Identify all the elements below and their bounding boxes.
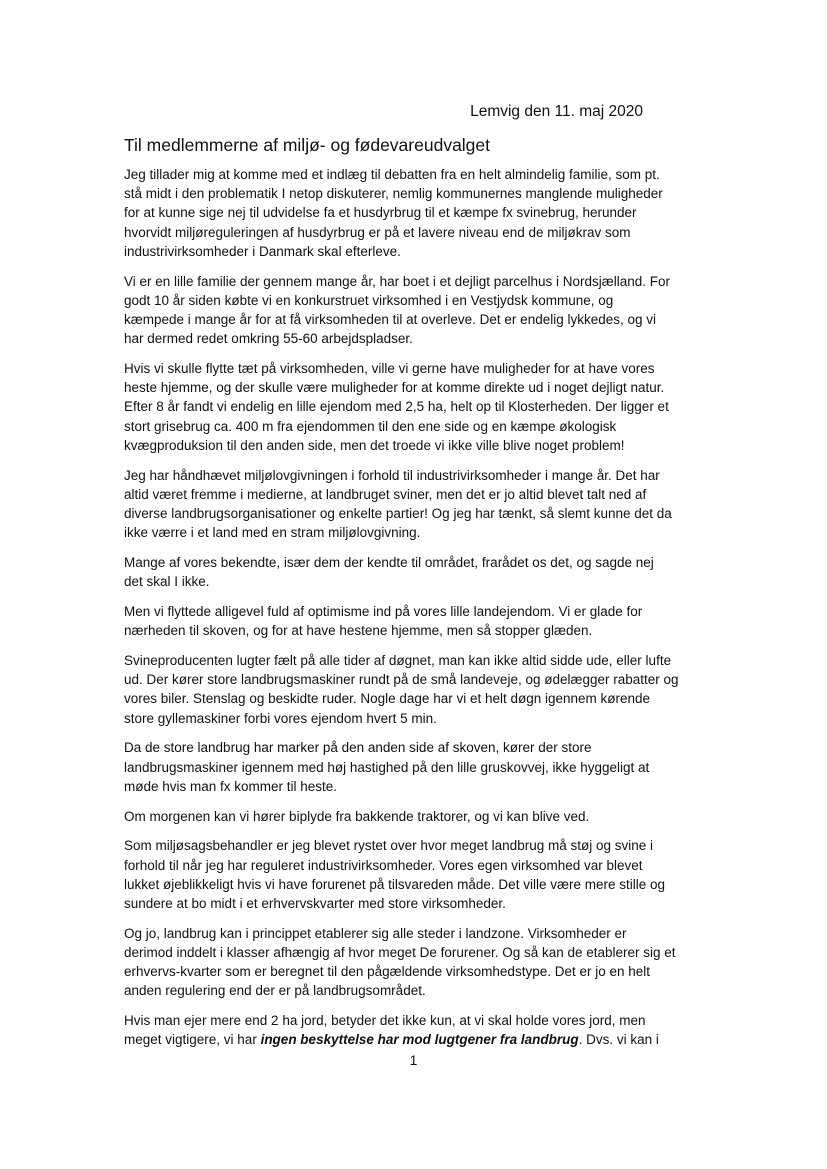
paragraph-line: heste hjemme, og der skulle være muligheder for at komme direkte ud i noget dejligt natur. [124, 380, 665, 396]
paragraph [124, 836, 709, 913]
paragraph-line: ikke værre i et land med en stram miljølovgivning. [124, 525, 421, 541]
letter-body [124, 165, 709, 1060]
paragraph-line: Jeg har håndhævet miljølovgivningen i forhold til industrivirksomheder i mange år. Det har [124, 467, 660, 483]
paragraph-line: det skal I ikke. [124, 574, 210, 590]
page-number: 1 [409, 1052, 418, 1068]
paragraph [124, 165, 709, 261]
paragraph-line: Men vi flyttede alligevel fuld af optimisme ind på vores lille landejendom. Vi er glade for [124, 604, 643, 620]
paragraph-line: Som miljøsagsbehandler er jeg blevet rystet over hvor meget landbrug må støj og svine i [124, 838, 653, 854]
emphasized-text: ingen beskyttelse har mod lugtgener fra landbrug [260, 1032, 579, 1048]
paragraph-line: Hvis man ejer mere end 2 ha jord, betyder det ikke kun, at vi skal holde vores jord, men [124, 1013, 646, 1029]
paragraph-line: har dermed redet omkring 55-60 arbejdspladser. [124, 331, 413, 347]
paragraph-line: Hvis vi skulle flytte tæt på virksomheden, ville vi gerne have muligheder for at have vores [124, 361, 655, 377]
paragraph-line: Mange af vores bekendte, især dem der kendte til området, frarådet os det, og sagde nej [124, 555, 654, 571]
paragraph-line: ud. Der kører store landbrugsmaskiner rundt på de små landeveje, og ødelægger rabatter og [124, 672, 679, 688]
paragraph-line [124, 1030, 709, 1049]
paragraph [124, 359, 709, 455]
paragraph-line: Og jo, landbrug kan i princippet etablerer sig alle steder i landzone. Virksomheder er [124, 925, 627, 941]
paragraph-line: Vi er en lille familie der gennem mange år, har boet i et dejligt parcelhus i Nordsjælland. For [124, 273, 671, 289]
paragraph-line: Svineproducenten lugter fælt på alle tider af døgnet, man kan ikke altid sidde ude, eller lufte [124, 653, 672, 669]
paragraph-line: lukket øjeblikkeligt hvis vi have forurenet på tilsvareden måde. Det ville være mere stille og [124, 876, 665, 892]
paragraph-line: erhvervs-kvarter som er beregnet til den pågældende virksomhedstype. Det er jo en helt [124, 964, 651, 980]
paragraph-line: forhold til når jeg har reguleret industrivirksomheder. Vores egen virksomhed var blevet [124, 857, 643, 873]
paragraph-line: Om morgenen kan vi hører biplyde fra bakkende traktorer, og vi kan blive ved. [124, 808, 590, 824]
paragraph [124, 602, 709, 640]
paragraph-line: sundere at bo midt i et erhvervskvarter med store virksomheder. [124, 896, 506, 912]
text-run: meget vigtigere, vi har [124, 1032, 261, 1048]
text-run: . Dvs. vi kan i [578, 1032, 659, 1048]
paragraph [124, 651, 709, 728]
paragraph-line: diverse landbrugsorganisationer og enkelte partier! Og jeg har tænkt, så slemt kunne det da [124, 506, 672, 522]
paragraph [124, 924, 709, 1001]
paragraph-line: altid været fremme i medierne, at landbruget sviner, men det er jo altid blevet talt ned af [124, 486, 647, 502]
paragraph-line: for at kunne sige nej til udvidelse fa et husdyrbrug til et kæmpe fx svinebrug, herunder [124, 205, 637, 221]
paragraph-line: godt 10 år siden købte vi en konkurstruet virksomhed i en Vestjydsk kommune, og [124, 292, 614, 308]
paragraph-line: Jeg tillader mig at komme med et indlæg til debatten fra en helt almindelig familie, som pt. [124, 167, 660, 182]
paragraph-line: stå midt i den problematik I netop diskuterer, nemlig kommunernes manglende muligheder [124, 186, 663, 202]
paragraph-line: landbrugsmaskiner igennem med høj hastighed på den lille gruskovvej, ikke hyggeligt at [124, 759, 650, 775]
paragraph-line: møde hvis man fx kommer til heste. [124, 778, 338, 794]
paragraph [124, 553, 709, 591]
paragraph-line: derimod inddelt i klasser afhængig af hvor meget De forurener. Og så kan de etablerer sig et [124, 945, 676, 961]
paragraph-line: kvægproduksion til den anden side, men det troede vi ikke ville blive noget problem! [124, 437, 625, 453]
paragraph-line: anden regulering end der er på landbrugsområdet. [124, 983, 426, 999]
paragraph-line: vores biler. Stenslag og beskidte ruder. Nogle dage har vi et helt døgn igennem kørende [124, 691, 651, 707]
paragraph-line: industrivirksomheder i Danmark skal efterleve. [124, 243, 401, 259]
paragraph-line: kæmpede i mange år for at få virksomheden til at overleve. Det er endelig lykkedes, og vi [124, 312, 657, 328]
paragraph-line: Da de store landbrug har marker på den anden side af skoven, kører der store [124, 740, 592, 756]
paragraph-line: stort grisebrug ca. 400 m fra ejendommen til den ene side og en kæmpe økologisk [124, 418, 617, 434]
last-paragraph [124, 1011, 709, 1049]
letter-heading: Til medlemmerne af miljø- og fødevareudvalget [124, 135, 491, 155]
paragraph-line: Efter 8 år fandt vi endelig en lille ejendom med 2,5 ha, helt op til Klosterheden. Der ligger et [124, 399, 669, 415]
paragraph-line: nærheden til skoven, og for at have hestene hjemme, men så stopper glæden. [124, 623, 593, 639]
paragraph [124, 738, 709, 796]
paragraph-line: hvorvidt miljøreguleringen af husdyrbrug er på et lavere niveau end de miljøkrav som [124, 224, 631, 240]
paragraph [124, 466, 709, 543]
paragraph [124, 807, 709, 826]
date-line: Lemvig den 11. maj 2020 [470, 103, 643, 120]
paragraph [124, 272, 709, 349]
paragraph-list [124, 165, 709, 1001]
paragraph-line: store gyllemaskiner forbi vores ejendom hvert 5 min. [124, 710, 437, 726]
